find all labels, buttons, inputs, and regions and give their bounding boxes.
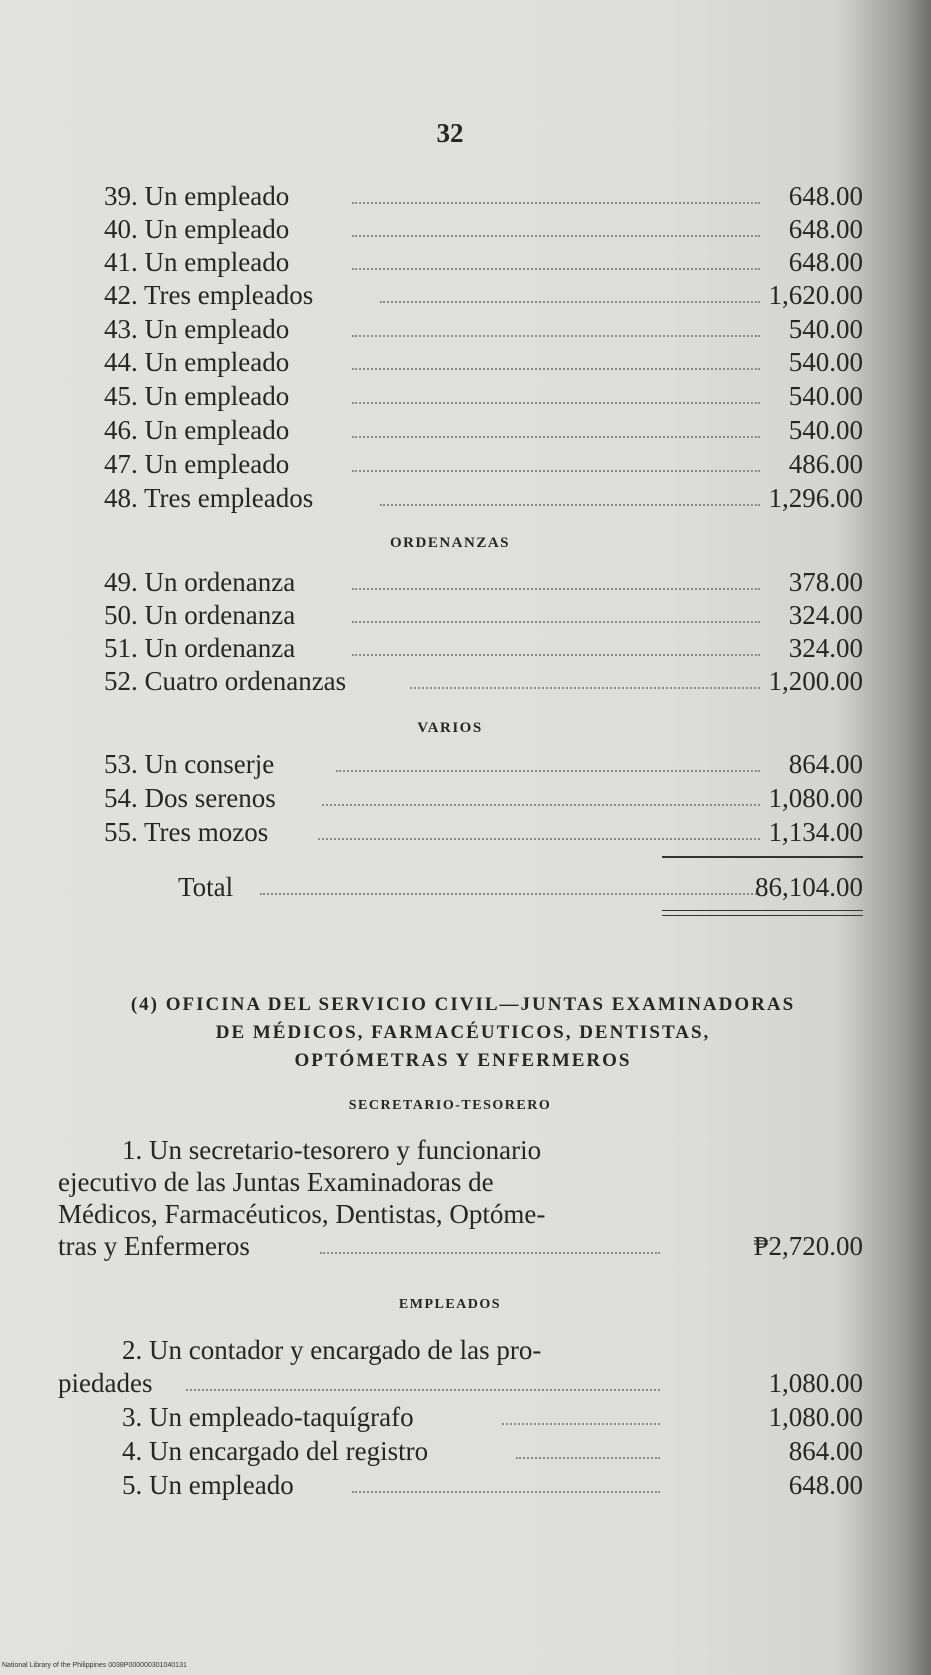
item-label: 3. Un empleado-taquígrafo — [122, 1402, 414, 1432]
section-heading-varios: VARIOS — [417, 720, 483, 736]
item-amount: 1,080.00 — [768, 783, 863, 813]
item-label: 48. Tres empleados — [104, 483, 314, 513]
item-1-line: 1. Un secretario-tesorero y funcionario — [122, 1135, 542, 1165]
item-amount: 540.00 — [788, 415, 863, 445]
list-item — [104, 448, 863, 480]
list-item — [104, 816, 863, 848]
total-label: Total — [178, 872, 234, 902]
list-item — [104, 599, 863, 631]
list-item — [104, 313, 863, 345]
list-item — [104, 180, 863, 212]
list-item — [104, 566, 863, 598]
item-amount: 864.00 — [788, 1436, 863, 1466]
subtotal-rule — [662, 856, 863, 858]
page-number: 32 — [436, 118, 464, 148]
dot-leader — [352, 268, 760, 270]
total-double-rule-bottom — [662, 915, 863, 916]
list-item — [122, 1435, 863, 1467]
item-label: 50. Un ordenanza — [104, 600, 296, 630]
dot-leader — [352, 402, 760, 404]
dot-leader — [322, 804, 760, 806]
item-label: 45. Un empleado — [104, 381, 290, 411]
dot-leader — [352, 654, 760, 656]
item-amount: ₱2,720.00 — [753, 1231, 863, 1261]
dot-leader — [352, 235, 760, 237]
dot-leader — [516, 1457, 660, 1459]
item-label: 47. Un empleado — [104, 449, 290, 479]
dot-leader — [380, 301, 760, 303]
item-label: piedades — [58, 1368, 153, 1398]
item-amount: 1,200.00 — [768, 666, 863, 696]
list-item — [104, 482, 863, 514]
dot-leader — [502, 1423, 660, 1425]
list-item — [104, 782, 863, 814]
item-amount: 378.00 — [788, 567, 863, 597]
list-item — [104, 279, 863, 311]
dot-leader — [380, 504, 760, 506]
dot-leader — [352, 588, 760, 590]
item-2-last-row — [58, 1367, 863, 1399]
item-amount: 1,134.00 — [768, 817, 863, 847]
dot-leader — [410, 687, 760, 689]
item-label: 39. Un empleado — [104, 181, 290, 211]
dot-leader — [352, 335, 760, 337]
item-amount: 648.00 — [788, 181, 863, 211]
item-amount: 648.00 — [788, 214, 863, 244]
item-amount: 1,296.00 — [768, 483, 863, 513]
dot-leader — [320, 1252, 660, 1254]
section-4-title-line2: DE MÉDICOS, FARMACÉUTICOS, DENTISTAS, — [215, 1022, 711, 1043]
item-label: 44. Un empleado — [104, 347, 290, 377]
item-amount: 540.00 — [788, 314, 863, 344]
list-item — [122, 1401, 863, 1433]
item-amount: 486.00 — [788, 449, 863, 479]
total-row — [178, 871, 863, 903]
dot-leader — [352, 621, 760, 623]
dot-leader — [336, 770, 760, 772]
item-2-line: 2. Un contador y encargado de las pro- — [122, 1335, 542, 1365]
item-label: 52. Cuatro ordenanzas — [104, 666, 347, 696]
item-amount: 1,080.00 — [768, 1402, 863, 1432]
list-item — [104, 414, 863, 446]
dot-leader — [318, 838, 760, 840]
item-amount: 324.00 — [788, 633, 863, 663]
section-4-title-line3: OPTÓMETRAS Y ENFERMEROS — [294, 1050, 632, 1071]
item-amount: 648.00 — [788, 1470, 863, 1500]
scan-footer-note: National Library of the Philippines 0038P000000301040131 — [2, 1662, 187, 1669]
item-label: 46. Un empleado — [104, 415, 290, 445]
item-1-last-row — [58, 1230, 863, 1262]
section-heading-ordenanzas: ORDENANZAS — [389, 535, 510, 551]
list-item — [122, 1469, 863, 1501]
item-1-paragraph — [58, 1134, 663, 1230]
section-heading-empleados: EMPLEADOS — [398, 1297, 502, 1312]
total-double-rule-top — [662, 910, 863, 911]
list-item — [104, 748, 863, 780]
item-amount: 540.00 — [788, 347, 863, 377]
item-label: 43. Un empleado — [104, 314, 290, 344]
dot-leader — [186, 1389, 660, 1391]
item-1-line: Médicos, Farmacéuticos, Dentistas, Optóme- — [58, 1199, 546, 1229]
item-label: 54. Dos serenos — [104, 783, 276, 813]
list-item — [104, 346, 863, 378]
item-label: 55. Tres mozos — [104, 817, 269, 847]
total-amount: 86,104.00 — [755, 872, 863, 902]
item-label: 5. Un empleado — [122, 1470, 294, 1500]
item-label: 53. Un conserje — [104, 749, 275, 779]
item-amount: 648.00 — [788, 247, 863, 277]
section-heading-secretario: SECRETARIO-TESORERO — [348, 1098, 552, 1113]
item-amount: 1,620.00 — [768, 280, 863, 310]
dot-leader — [352, 368, 760, 370]
item-label: 40. Un empleado — [104, 214, 290, 244]
item-amount: 864.00 — [788, 749, 863, 779]
dot-leader — [352, 470, 760, 472]
dot-leader — [352, 202, 760, 204]
item-label: 49. Un ordenanza — [104, 567, 296, 597]
item-label: tras y Enfermeros — [58, 1231, 250, 1261]
item-label: 41. Un empleado — [104, 247, 290, 277]
dot-leader — [260, 893, 760, 895]
item-label: 51. Un ordenanza — [104, 633, 296, 663]
item-2-paragraph — [58, 1334, 663, 1366]
item-label: 4. Un encargado del registro — [122, 1436, 429, 1466]
list-item — [104, 213, 863, 245]
item-amount: 324.00 — [788, 600, 863, 630]
section-4-title — [58, 991, 868, 1075]
list-item — [104, 246, 863, 278]
item-label: 42. Tres empleados — [104, 280, 314, 310]
dot-leader — [352, 1491, 660, 1493]
item-1-line: ejecutivo de las Juntas Examinadoras de — [58, 1167, 494, 1197]
list-item — [104, 632, 863, 664]
list-item — [104, 665, 863, 697]
item-amount: 540.00 — [788, 381, 863, 411]
dot-leader — [352, 436, 760, 438]
list-item — [104, 380, 863, 412]
section-4-title-line1: (4) OFICINA DEL SERVICIO CIVIL—JUNTAS EXAMINADORAS — [130, 994, 796, 1015]
item-amount: 1,080.00 — [768, 1368, 863, 1398]
